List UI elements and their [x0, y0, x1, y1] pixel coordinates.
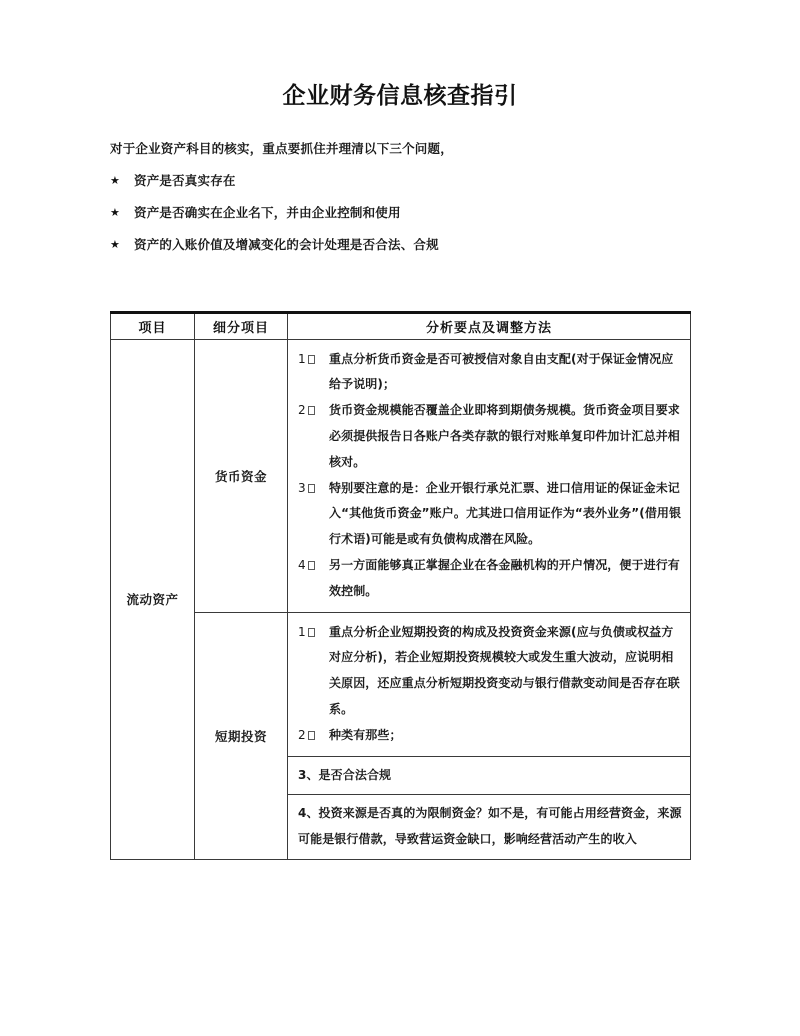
list-item — [298, 476, 682, 553]
tofu-box-icon — [308, 355, 315, 364]
analysis-extra-row-text: 3、是否合法合规 — [298, 767, 392, 782]
subitem-cell-monetary-funds — [195, 339, 288, 612]
category-cell — [111, 339, 195, 859]
analysis-subrow — [288, 756, 690, 795]
list-item-text: 重点分析货币资金是否可被授信对象自由支配(对于保证金情况应给予说明)； — [329, 351, 674, 392]
list-item — [298, 723, 682, 749]
star-bullet-icon: ★ — [110, 206, 121, 220]
list-marker — [298, 553, 329, 579]
intro-bullet-2 — [110, 204, 690, 223]
list-number: 2 — [298, 727, 307, 742]
guide-table-wrapper — [110, 311, 690, 860]
list-marker — [298, 476, 329, 502]
list-item-text: 货币资金规模能否覆盖企业即将到期债务规模。货币资金项目要求必须提供报告日各账户各类存款的银行对账单复印件加计汇总并相核对。 — [329, 403, 680, 469]
list-item — [298, 620, 682, 723]
star-bullet-icon: ★ — [110, 174, 121, 188]
subitem-label: 货币资金 — [214, 468, 267, 484]
list-item-text: 重点分析企业短期投资的构成及投资资金来源(应与负债或权益方对应分析)，若企业短期投资规模较大或发生重大波动，应说明相关原因，还应重点分析短期投资变动与银行借款变动间是否存在联系。 — [329, 624, 680, 716]
subitem-label: 短期投资 — [214, 728, 267, 744]
intro-bullet-1 — [110, 172, 690, 191]
intro-bullet-text: 资产是否真实存在 — [134, 173, 236, 189]
column-header-analysis: 分析要点及调整方法 — [288, 312, 691, 339]
table-row — [111, 339, 691, 612]
list-marker — [298, 398, 329, 424]
analysis-subrow — [288, 613, 690, 756]
analysis-cell-monetary-funds — [288, 339, 691, 612]
analysis-point-list — [298, 620, 682, 749]
analysis-body — [288, 613, 690, 756]
category-label: 流动资产 — [126, 592, 179, 608]
guide-table — [110, 311, 691, 860]
analysis-cell-short-term-investment — [288, 612, 691, 859]
list-marker — [298, 620, 329, 646]
analysis-subrow — [288, 794, 690, 859]
star-bullet-icon: ★ — [110, 237, 121, 251]
subitem-cell-short-term-investment — [195, 612, 288, 859]
page-title: 企业财务信息核查指引 — [282, 83, 518, 109]
tofu-box-icon — [308, 406, 315, 415]
analysis-body — [288, 340, 690, 612]
list-number: 4 — [298, 557, 307, 572]
list-item — [298, 553, 682, 605]
column-header-subitem: 细分项目 — [195, 312, 288, 339]
intro-bullet-text: 资产的入账价值及增减变化的会计处理是否合法、合规 — [134, 236, 439, 252]
tofu-box-icon — [308, 628, 315, 637]
list-marker — [298, 347, 329, 373]
analysis-point-list — [298, 347, 682, 605]
list-number: 1 — [298, 624, 307, 639]
analysis-subrow-stack — [288, 613, 690, 859]
tofu-box-icon — [308, 484, 315, 493]
intro-section — [110, 140, 690, 255]
table-body — [111, 339, 691, 859]
list-item — [298, 398, 682, 475]
intro-lead-paragraph: 对于企业资产科目的核实，重点要抓住并理清以下三个问题， — [110, 140, 453, 156]
analysis-extra-row-text: 4、投资来源是否真的为限制资金？如不是，有可能占用经营资金，来源可能是银行借款，导致营运资金缺口，影响经营活动产生的收入 — [298, 806, 682, 847]
table-header-row — [111, 312, 691, 339]
list-item — [298, 347, 682, 399]
table-row — [111, 612, 691, 859]
list-number: 1 — [298, 351, 307, 366]
list-item-text: 特别要注意的是：企业开银行承兑汇票、进口信用证的保证金未记入“其他货币资金”账户。尤其进口信用证作为“表外业务”(借用银行术语)可能是或有负债构成潜在风险。 — [329, 480, 682, 547]
list-marker — [298, 723, 329, 749]
list-item-text: 另一方面能够真正掌握企业在各金融机构的开户情况，便于进行有效控制。 — [329, 557, 680, 598]
column-header-item: 项目 — [111, 312, 195, 339]
list-item-text: 种类有那些； — [329, 727, 402, 742]
table-header — [111, 312, 691, 339]
intro-bullet-3 — [110, 236, 690, 255]
list-number: 3 — [298, 480, 307, 495]
intro-bullet-text: 资产是否确实在企业名下，并由企业控制和使用 — [134, 205, 401, 221]
list-number: 2 — [298, 403, 307, 418]
tofu-box-icon — [308, 561, 315, 570]
tofu-box-icon — [308, 731, 315, 740]
